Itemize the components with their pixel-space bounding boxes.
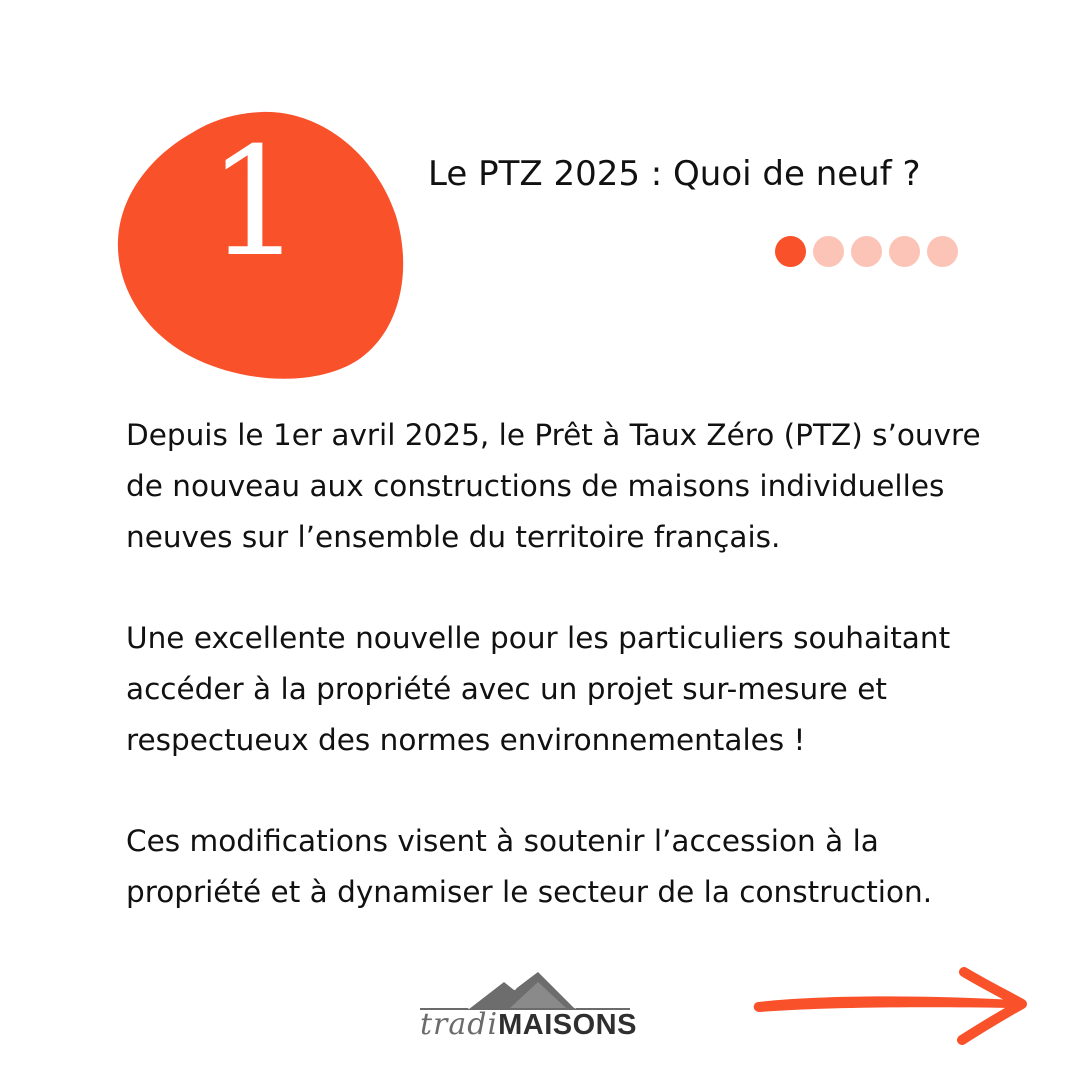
pagination-dot-3[interactable] — [851, 236, 882, 267]
pagination-dot-4[interactable] — [889, 236, 920, 267]
pagination-dot-2[interactable] — [813, 236, 844, 267]
right-arrow-icon[interactable] — [752, 962, 1032, 1050]
pagination-dots — [775, 236, 958, 267]
pagination-dot-5[interactable] — [927, 236, 958, 267]
body-content — [126, 410, 1046, 918]
pagination-dot-1[interactable] — [775, 236, 806, 267]
logo-bold-text: MAISONS — [498, 1009, 637, 1041]
paragraph-1: Depuis le 1er avril 2025, le Prêt à Taux Zéro (PTZ) s’ouvre de nouveau aux constructions de maisons individuelles neuves sur l’ensemble du territoire français. — [126, 418, 981, 554]
paragraph-3: Ces modifications visent à soutenir l’accession à la propriété et à dynamiser le secteur de la construction. — [126, 824, 933, 909]
page-title: Le PTZ 2025 : Quoi de neuf ? — [428, 154, 921, 194]
logo-wordmark — [420, 1007, 637, 1042]
step-number: 1 — [207, 116, 303, 290]
logo-script-text: tradi — [420, 1007, 499, 1042]
mountain-roof-icon — [418, 968, 634, 1012]
paragraph-2: Une excellente nouvelle pour les particuliers souhaitant accéder à la propriété avec un projet sur-mesure et respectueux des normes environnementales ! — [126, 621, 951, 757]
brand-logo — [418, 968, 637, 1052]
